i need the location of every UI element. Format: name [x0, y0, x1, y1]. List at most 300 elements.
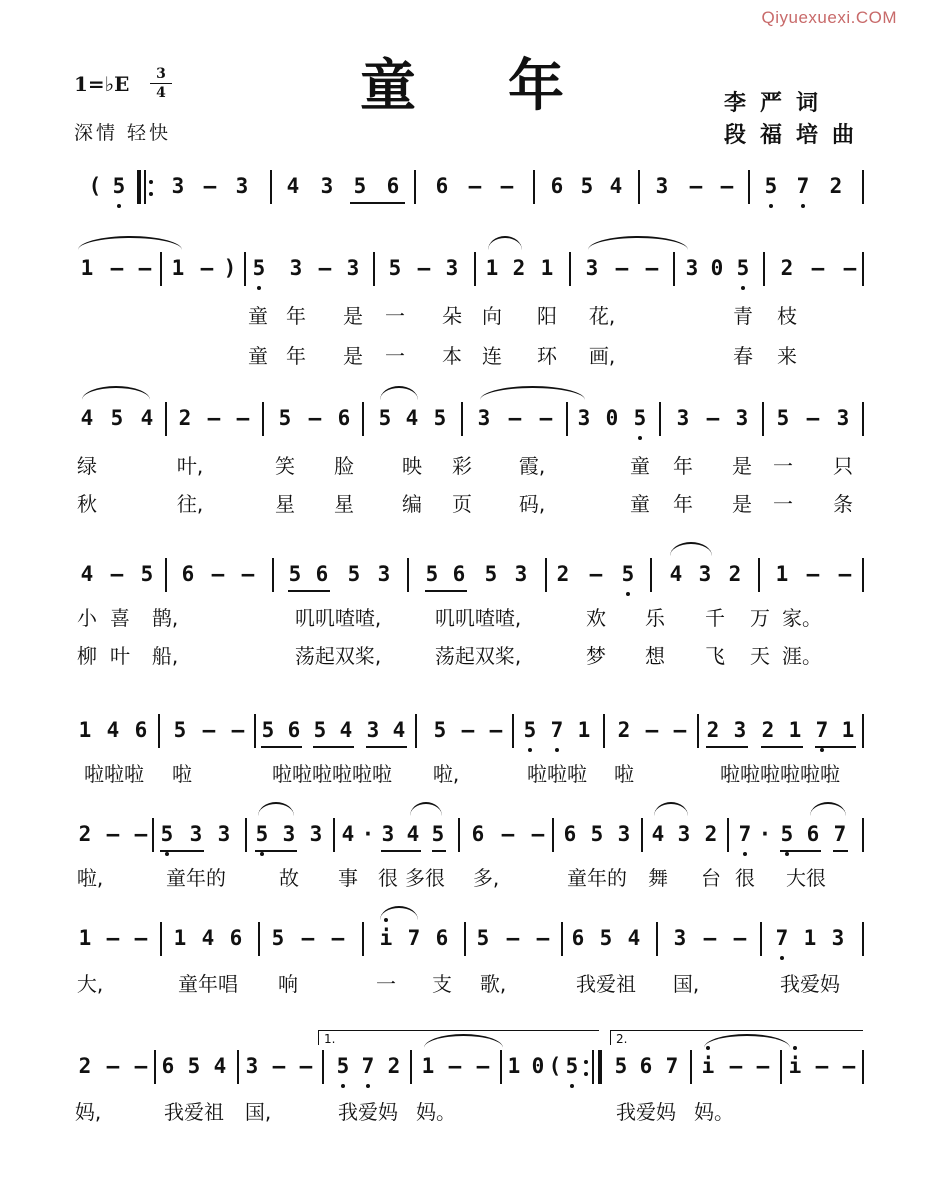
lyric-syllable: 只 — [833, 454, 853, 478]
lyric-syllable: 事 — [338, 866, 358, 890]
slur-arc — [380, 386, 418, 400]
barline — [362, 922, 364, 956]
note: 6 — [386, 174, 400, 198]
barline — [512, 714, 514, 748]
note: 5 — [160, 822, 174, 846]
lyric-syllable: 脸 — [334, 454, 354, 478]
beam-underline — [288, 590, 330, 592]
barline — [254, 714, 256, 748]
beam-underline — [366, 746, 407, 748]
note: – — [615, 256, 629, 280]
note: 3 — [733, 718, 747, 742]
barline — [333, 818, 335, 852]
note: – — [531, 822, 545, 846]
note: 4 — [406, 822, 420, 846]
barline — [165, 402, 167, 436]
slur-arc — [488, 236, 522, 250]
barline — [650, 558, 652, 592]
slur-arc — [258, 802, 294, 816]
repeat-dot — [149, 192, 153, 196]
lyric-syllable: 一 — [376, 972, 396, 996]
note: – — [203, 174, 217, 198]
note: 3 — [617, 822, 631, 846]
beam-underline — [381, 850, 421, 852]
barline — [160, 922, 162, 956]
note: 5 — [261, 718, 275, 742]
note: 6 — [315, 562, 329, 586]
note: 2 — [617, 718, 631, 742]
note: 6 — [229, 926, 243, 950]
note: 6 — [571, 926, 585, 950]
lyric-syllable: 歌, — [479, 972, 507, 996]
note: 1 — [775, 562, 789, 586]
barline — [862, 170, 864, 204]
note: 2 — [178, 406, 192, 430]
note: 5 — [378, 406, 392, 430]
note: 1 — [78, 926, 92, 950]
note: 4 — [80, 562, 94, 586]
lyric-syllable: 彩 — [452, 454, 472, 478]
note: 5 — [776, 406, 790, 430]
low-octave-dot — [801, 204, 805, 208]
lyric-syllable: 往, — [176, 492, 204, 516]
note: 2 — [706, 718, 720, 742]
note: 3 — [377, 562, 391, 586]
note: – — [508, 406, 522, 430]
beam-underline — [160, 850, 204, 852]
note: – — [417, 256, 431, 280]
note: 1 — [788, 718, 802, 742]
slur-arc — [380, 906, 418, 920]
note: 1 — [577, 718, 591, 742]
barline — [545, 558, 547, 592]
note: 2 — [780, 256, 794, 280]
lyric-syllable: 码, — [518, 492, 546, 516]
lyric-syllable: 叽叽喳喳, — [434, 606, 522, 630]
volta-label: 2. — [616, 1032, 628, 1046]
beam-underline — [313, 746, 354, 748]
note: – — [461, 718, 475, 742]
note: – — [301, 926, 315, 950]
note: ( — [548, 1054, 562, 1078]
staff-system — [0, 548, 929, 608]
lyric-syllable: 我爱祖 — [164, 1100, 224, 1124]
barline — [258, 922, 260, 956]
lyric-syllable: 阳 — [537, 304, 557, 328]
note: – — [729, 1054, 743, 1078]
note: – — [110, 256, 124, 280]
lyric-syllable: 年 — [286, 304, 306, 328]
key-signature: 1=♭E — [74, 72, 130, 96]
note: – — [506, 926, 520, 950]
barline — [862, 818, 864, 852]
lyric-syllable: 啦, — [76, 866, 104, 890]
note: 3 — [831, 926, 845, 950]
note: 1 — [540, 256, 554, 280]
note: 7 — [665, 1054, 679, 1078]
low-octave-dot — [341, 1084, 345, 1088]
lyric-syllable: 天 — [750, 644, 770, 668]
note: 3 — [577, 406, 591, 430]
barline — [474, 252, 476, 286]
lyric-syllable: 童 — [630, 492, 650, 516]
barline — [673, 252, 675, 286]
lyric-syllable: 童 — [248, 344, 268, 368]
note: 6 — [337, 406, 351, 430]
note: 3 — [235, 174, 249, 198]
note: – — [476, 1054, 490, 1078]
note: 5 — [484, 562, 498, 586]
tempo-marking: 深情 轻快 — [74, 122, 172, 144]
note: 2 — [704, 822, 718, 846]
note: 5 — [433, 406, 447, 430]
note: – — [308, 406, 322, 430]
note: – — [806, 406, 820, 430]
note: – — [815, 1054, 829, 1078]
note: – — [689, 174, 703, 198]
note: 5 — [140, 562, 154, 586]
slur-arc — [480, 386, 585, 400]
lyric-syllable: 舞 — [648, 866, 668, 890]
note: – — [673, 718, 687, 742]
note: 7 — [775, 926, 789, 950]
note: 3 — [289, 256, 303, 280]
lyric-syllable: 荡起双桨, — [294, 644, 382, 668]
lyric-syllable: 我爱妈 — [616, 1100, 676, 1124]
note: 3 — [673, 926, 687, 950]
note: 5 — [580, 174, 594, 198]
note: 5 — [347, 562, 361, 586]
note: 5 — [599, 926, 613, 950]
note: – — [110, 562, 124, 586]
staff-system — [0, 242, 929, 302]
low-octave-dot — [260, 852, 264, 856]
note: – — [703, 926, 717, 950]
lyric-syllable: 一 — [385, 304, 405, 328]
note: 3 — [836, 406, 850, 430]
lyric-syllable: 大, — [76, 972, 104, 996]
slur-arc — [78, 236, 182, 250]
note: 2 — [761, 718, 775, 742]
note: 6 — [435, 174, 449, 198]
note: 2 — [829, 174, 843, 198]
lyric-syllable: 童年的 — [166, 866, 226, 890]
barline — [158, 714, 160, 748]
lyric-syllable: 国, — [244, 1100, 272, 1124]
lyric-syllable: 支 — [432, 972, 452, 996]
lyric-syllable: 枝 — [777, 304, 797, 328]
barline — [762, 402, 764, 436]
note: 3 — [676, 406, 690, 430]
note: 4 — [341, 822, 355, 846]
time-signature — [150, 66, 172, 101]
note: – — [331, 926, 345, 950]
note: 4 — [286, 174, 300, 198]
beam-underline — [261, 746, 302, 748]
slur-arc — [670, 542, 712, 556]
lyric-syllable: 是 — [732, 454, 752, 478]
low-octave-dot — [528, 748, 532, 752]
note: 6 — [161, 1054, 175, 1078]
note: 7 — [361, 1054, 375, 1078]
lyric-syllable: 条 — [833, 492, 853, 516]
note: 0 — [605, 406, 619, 430]
barline — [603, 714, 605, 748]
lyric-syllable: 年 — [673, 492, 693, 516]
note: – — [236, 406, 250, 430]
barline — [760, 922, 762, 956]
note: – — [106, 1054, 120, 1078]
lyric-syllable: 鹊, — [151, 606, 179, 630]
note: 3 — [514, 562, 528, 586]
note: – — [706, 406, 720, 430]
barline — [152, 818, 154, 852]
staff-system — [0, 808, 929, 868]
note: 1 — [171, 256, 185, 280]
barline — [144, 170, 146, 204]
beam-underline — [761, 746, 803, 748]
note: 7 — [550, 718, 564, 742]
note: 7 — [815, 718, 829, 742]
note: – — [134, 1054, 148, 1078]
note: i — [788, 1054, 802, 1078]
lyric-syllable: 编 — [402, 492, 422, 516]
lyric-syllable: 霞, — [518, 454, 546, 478]
note: 5 — [255, 822, 269, 846]
note: – — [589, 562, 603, 586]
note: · — [758, 822, 772, 846]
note: 5 — [633, 406, 647, 430]
note: 3 — [320, 174, 334, 198]
note: 5 — [288, 562, 302, 586]
note: 4 — [609, 174, 623, 198]
volta-bracket — [610, 1030, 863, 1045]
lyric-syllable: 家。 — [782, 606, 822, 630]
lyric-syllable: 朵 — [442, 304, 462, 328]
note: 3 — [245, 1054, 259, 1078]
lyric-syllable: 向 — [482, 304, 502, 328]
barline — [362, 402, 364, 436]
note: 1 — [485, 256, 499, 280]
barline — [862, 402, 864, 436]
staff-system — [0, 704, 929, 764]
note: – — [138, 256, 152, 280]
note: 6 — [563, 822, 577, 846]
note: 3 — [171, 174, 185, 198]
low-octave-dot — [626, 592, 630, 596]
barline — [569, 252, 571, 286]
note: 5 — [565, 1054, 579, 1078]
lyric-syllable: 国, — [672, 972, 700, 996]
beam-underline — [833, 850, 848, 852]
note: – — [231, 718, 245, 742]
lyric-syllable: 啦 — [172, 762, 192, 786]
slur-arc — [82, 386, 150, 400]
slur-arc — [810, 802, 846, 816]
lyric-syllable: 来 — [777, 344, 797, 368]
lyric-syllable: 啦啦啦 — [527, 762, 587, 786]
note: – — [202, 718, 216, 742]
barline — [697, 714, 699, 748]
note: 6 — [550, 174, 564, 198]
lyric-syllable: 青 — [733, 304, 753, 328]
lyric-syllable: 映 — [402, 454, 422, 478]
lyric-syllable: 啦啦啦啦啦啦 — [720, 762, 840, 786]
low-octave-dot — [257, 286, 261, 290]
note: – — [539, 406, 553, 430]
note: – — [318, 256, 332, 280]
beam-underline — [706, 746, 748, 748]
slur-arc — [410, 802, 442, 816]
beam-underline — [432, 850, 446, 852]
note: 5 — [764, 174, 778, 198]
note: 6 — [452, 562, 466, 586]
volta-bracket — [318, 1030, 599, 1045]
barline — [322, 1050, 324, 1084]
lyric-syllable: 一 — [773, 454, 793, 478]
note: 5 — [523, 718, 537, 742]
note: 7 — [833, 822, 847, 846]
lyric-syllable: 台 — [701, 866, 721, 890]
barline — [262, 402, 264, 436]
repeat-dot — [584, 1072, 588, 1076]
note: 1 — [803, 926, 817, 950]
lyric-syllable: 是 — [343, 344, 363, 368]
lyric-syllable: 大很 — [786, 866, 826, 890]
barline — [461, 402, 463, 436]
note: – — [501, 822, 515, 846]
note: i — [379, 926, 393, 950]
note: 4 — [392, 718, 406, 742]
note: 3 — [346, 256, 360, 280]
note: – — [299, 1054, 313, 1078]
note: 3 — [217, 822, 231, 846]
composer-credit: 段福培曲 — [724, 123, 869, 148]
note: – — [489, 718, 503, 742]
note: – — [200, 256, 214, 280]
lyric-syllable: 叶 — [110, 644, 130, 668]
note: 0 — [710, 256, 724, 280]
note: 5 — [187, 1054, 201, 1078]
barline — [154, 1050, 156, 1084]
note: 2 — [78, 822, 92, 846]
note: 5 — [336, 1054, 350, 1078]
staff-system — [0, 912, 929, 972]
barline — [763, 252, 765, 286]
note: 5 — [425, 562, 439, 586]
barline — [862, 252, 864, 286]
lyric-syllable: 故 — [279, 866, 299, 890]
barline — [727, 818, 729, 852]
note: – — [645, 256, 659, 280]
note: 7 — [407, 926, 421, 950]
repeat-dot — [584, 1060, 588, 1064]
lyric-syllable: 柳 — [77, 644, 97, 668]
note: – — [842, 1054, 856, 1078]
lyric-syllable: 春 — [733, 344, 753, 368]
note: 6 — [287, 718, 301, 742]
note: 5 — [173, 718, 187, 742]
note: 5 — [433, 718, 447, 742]
lyric-syllable: 笑 — [275, 454, 295, 478]
note: 5 — [112, 174, 126, 198]
barline — [464, 922, 466, 956]
note: 3 — [585, 256, 599, 280]
note: – — [241, 562, 255, 586]
staff-system — [0, 392, 929, 452]
note: – — [134, 926, 148, 950]
barline — [407, 558, 409, 592]
barline — [245, 818, 247, 852]
note: 4 — [140, 406, 154, 430]
note: – — [106, 822, 120, 846]
lyric-syllable: 啦, — [432, 762, 460, 786]
lyric-syllable: 绿 — [77, 454, 97, 478]
note: 3 — [189, 822, 203, 846]
note: – — [468, 174, 482, 198]
note: 4 — [201, 926, 215, 950]
barline — [415, 714, 417, 748]
note: 1 — [507, 1054, 521, 1078]
note: 2 — [728, 562, 742, 586]
note: 4 — [651, 822, 665, 846]
lyric-syllable: 一 — [773, 492, 793, 516]
barline — [410, 1050, 412, 1084]
note: – — [106, 926, 120, 950]
note: 1 — [173, 926, 187, 950]
lyric-syllable: 多, — [472, 866, 500, 890]
barline — [862, 1050, 864, 1084]
note: 6 — [806, 822, 820, 846]
lyric-syllable: 啦 — [614, 762, 634, 786]
barline — [458, 818, 460, 852]
lyric-syllable: 画, — [588, 344, 616, 368]
note: – — [134, 822, 148, 846]
note: – — [448, 1054, 462, 1078]
lyric-syllable: 我爱妈 — [780, 972, 840, 996]
note: 3 — [366, 718, 380, 742]
volta-label: 1. — [324, 1032, 336, 1046]
lyric-syllable: 妈。 — [416, 1100, 456, 1124]
low-octave-dot — [555, 748, 559, 752]
watermark-text: Qiyuexuexi.COM — [761, 8, 897, 27]
lyric-syllable: 啦啦啦啦啦啦 — [272, 762, 392, 786]
note: 5 — [590, 822, 604, 846]
low-octave-dot — [570, 1084, 574, 1088]
barline — [566, 402, 568, 436]
lyric-syllable: 童 — [248, 304, 268, 328]
barline — [641, 818, 643, 852]
lyric-syllable: 星 — [334, 492, 354, 516]
note: 1 — [78, 718, 92, 742]
slur-arc — [654, 802, 688, 816]
note: 5 — [476, 926, 490, 950]
barline — [270, 170, 272, 204]
low-octave-dot — [165, 852, 169, 856]
lyric-syllable: 我爱祖 — [576, 972, 636, 996]
lyric-syllable: 涯。 — [782, 644, 822, 668]
note: 6 — [435, 926, 449, 950]
note: 6 — [134, 718, 148, 742]
beam-underline — [255, 850, 297, 852]
lyric-syllable: 响 — [278, 972, 298, 996]
lyric-syllable: 荡起双桨, — [434, 644, 522, 668]
note: 5 — [780, 822, 794, 846]
note: 2 — [556, 562, 570, 586]
note: 4 — [80, 406, 94, 430]
lyric-syllable: 环 — [537, 344, 557, 368]
repeat-start-barline — [137, 170, 141, 204]
